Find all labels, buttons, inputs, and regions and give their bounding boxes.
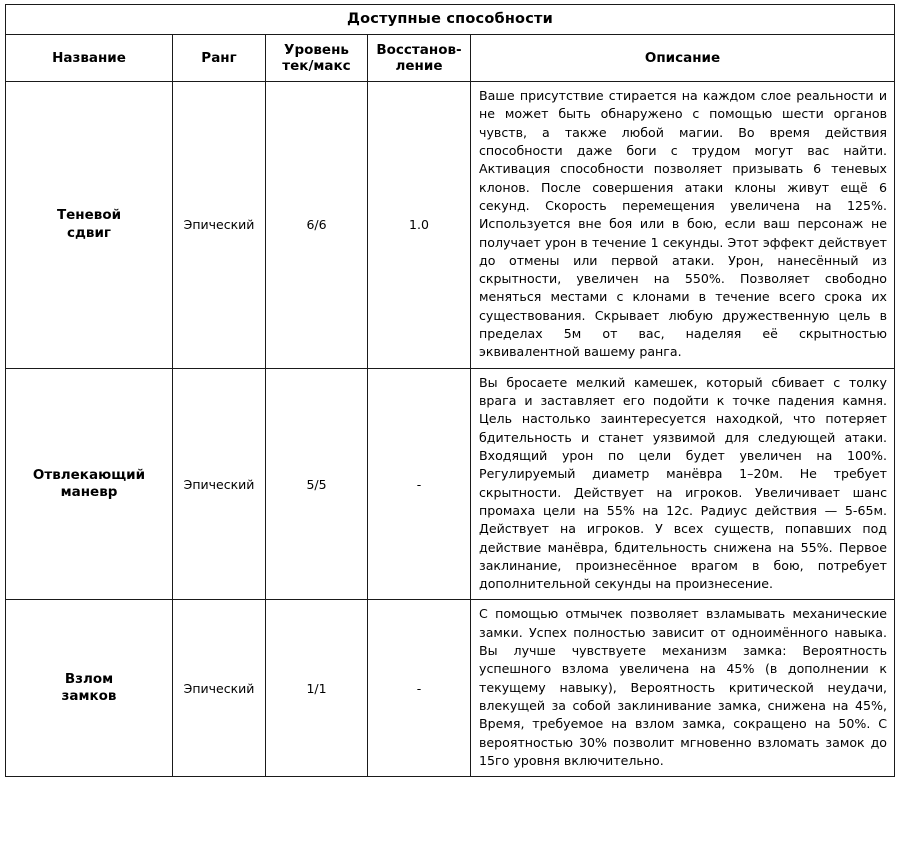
ability-cooldown: 1.0 xyxy=(368,82,471,369)
ability-name xyxy=(6,368,173,600)
ability-cooldown: - xyxy=(368,600,471,777)
ability-name-line1: Теневой xyxy=(56,207,122,224)
ability-level: 6/6 xyxy=(266,82,368,369)
table-row xyxy=(6,368,895,600)
ability-description: С помощью отмычек позволяет взламывать механические замки. Успех полностью зависит от одноимённого навыка. Вы лучше чувствуете механизм замка: Вероятность успешного взлома увеличена на 45% (в дополнении к текущему навыку), Вероятность критической неудачи, влекущей за собой заклинивание замка, снижена на 45%, Время, требуемое на взлом замка, сокращено на 50%. С вероятностью 30% позволит мгновенно взломать замок до 15го уровня включительно. xyxy=(471,600,895,777)
column-header-cooldown-line2: ление xyxy=(395,58,443,74)
ability-rank: Эпический xyxy=(173,368,266,600)
ability-level: 1/1 xyxy=(266,600,368,777)
ability-name-line2: маневр xyxy=(60,484,118,501)
column-header-level-line2: тек/макс xyxy=(282,58,351,74)
ability-name xyxy=(6,600,173,777)
column-header-cooldown xyxy=(368,35,471,82)
table-title-row xyxy=(6,5,895,35)
ability-rank: Эпический xyxy=(173,600,266,777)
column-header-level-line1: Уровень xyxy=(284,41,349,58)
table-header-row xyxy=(6,35,895,82)
column-header-rank: Ранг xyxy=(173,35,266,82)
ability-name xyxy=(6,82,173,369)
column-header-name: Название xyxy=(6,35,173,82)
column-header-level xyxy=(266,35,368,82)
ability-name-line2: сдвиг xyxy=(67,224,111,241)
table-title: Доступные способности xyxy=(6,5,895,35)
abilities-table xyxy=(5,4,895,777)
column-header-description: Описание xyxy=(471,35,895,82)
ability-description: Вы бросаете мелкий камешек, который сбивает с толку врага и заставляет его подойти к точке падения камня. Цель настолько заинтересуется находкой, что потеряет бдительность и станет уязвимой для следующей атаки. Входящий урон по цели будет увеличен на 100%. Регулируемый диаметр манёвра 1–20м. Не требует скрытности. Действует на игроков. Увеличивает шанс промаха цели на 55% на 12с. Радиус действия — 5-65м. Действует на игроков. У всех существ, попавших под действие манёвра, бдительность снижена на 55%. Первое заклинание, произнесённое врагом в бою, потребует дополнительной секунды на произнесение. xyxy=(471,368,895,600)
ability-cooldown: - xyxy=(368,368,471,600)
ability-rank: Эпический xyxy=(173,82,266,369)
ability-name-line1: Отвлекающий xyxy=(32,466,146,483)
column-header-cooldown-line1: Восстанов- xyxy=(376,41,462,58)
ability-name-line1: Взлом xyxy=(64,670,114,687)
ability-name-line2: замков xyxy=(61,688,117,705)
table-row xyxy=(6,82,895,369)
ability-level: 5/5 xyxy=(266,368,368,600)
table-row xyxy=(6,600,895,777)
ability-description: Ваше присутствие стирается на каждом слое реальности и не может быть обнаружено с помощью шести органов чувств, а также любой магии. Во время действия способности даже боги с трудом могут вас найти. Активация способности позволяет призывать 6 теневых клонов. После совершения атаки клоны живут ещё 6 секунд. Скорость перемещения увеличена на 125%. Используется вне боя или в бою, если ваш персонаж не получает урон в течение 1 секунды. Этот эффект действует до отмены или первой атаки. Урон, нанесённый из скрытности, увеличен на 550%. Позволяет свободно меняться местами с клонами в течение всего срока их существования. Скрывает любую дружественную цель в пределах 5м от вас, наделяя её скрытностью эквивалентной вашему ранга. xyxy=(471,82,895,369)
